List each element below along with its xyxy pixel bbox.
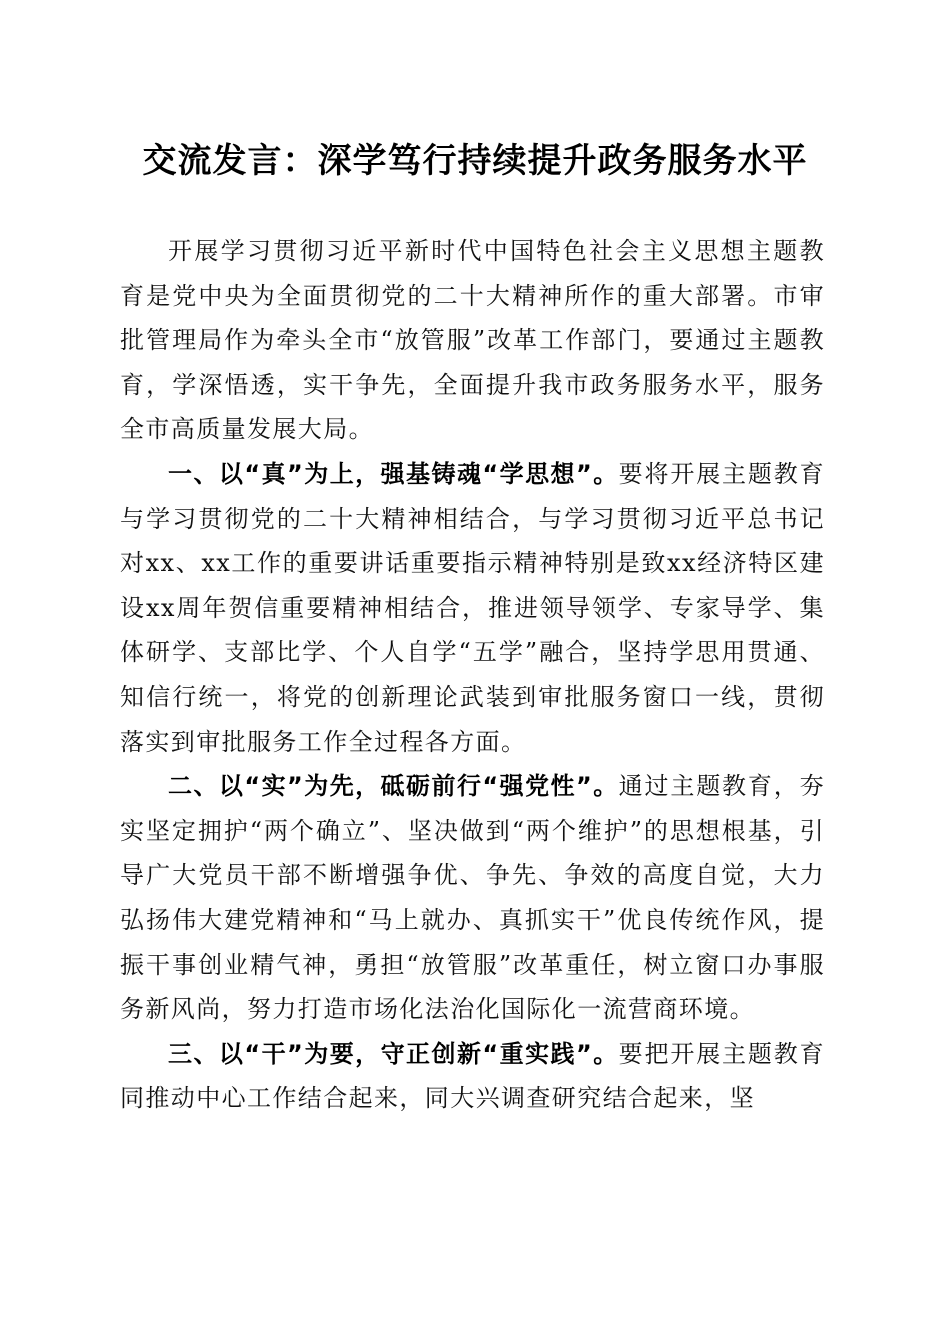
section-heading-1: 一、以“真”为上，强基铸魂“学思想”。 [168, 459, 619, 488]
section-heading-3: 三、以“干”为要，守正创新“重实践”。 [168, 1039, 619, 1068]
section-paragraph-3 [120, 1032, 825, 1121]
document-body [120, 229, 825, 1121]
section-text-2: 通过主题教育，夯实坚定拥护“两个确立”、坚决做到“两个维护”的思想根基，引导广大党员干部不断增强争优、争先、争效的高度自觉，大力弘扬伟大建党精神和“马上就办、真抓实干”优良传统作风，提振干事创业精气神，勇担“放管服”改革重任，树立窗口办事服务新风尚，努力打造市场化法治化国际化一流营商环境。 [120, 772, 826, 1024]
section-heading-2: 二、以“实”为先，砥砺前行“强党性”。 [168, 772, 619, 801]
section-text-1: 要将开展主题教育与学习贯彻党的二十大精神相结合，与学习贯彻习近平总书记对xx、xx工作的重要讲话重要指示精神特别是致xx经济特区建设xx周年贺信重要精神相结合，推进领导领学、专家导学、集体研学、支部比学、个人自学“五学”融合，坚持学思用贯通、知信行统一，将党的创新理论武装到审批服务窗口一线，贯彻落实到审批服务工作全过程各方面。 [120, 459, 826, 756]
intro-paragraph: 开展学习贯彻习近平新时代中国特色社会主义思想主题教育是党中央为全面贯彻党的二十大精神所作的重大部署。市审批管理局作为牵头全市“放管服”改革工作部门，要通过主题教育，学深悟透，实干争先，全面提升我市政务服务水平，服务全市高质量发展大局。 [120, 237, 825, 444]
document-title: 交流发言：深学笃行持续提升政务服务水平 [142, 141, 808, 181]
section-text-3: 要把开展主题教育同推动中心工作结合起来，同大兴调查研究结合起来，坚 [120, 1039, 826, 1113]
section-paragraph-1 [120, 452, 825, 764]
section-paragraph-2 [120, 764, 825, 1032]
